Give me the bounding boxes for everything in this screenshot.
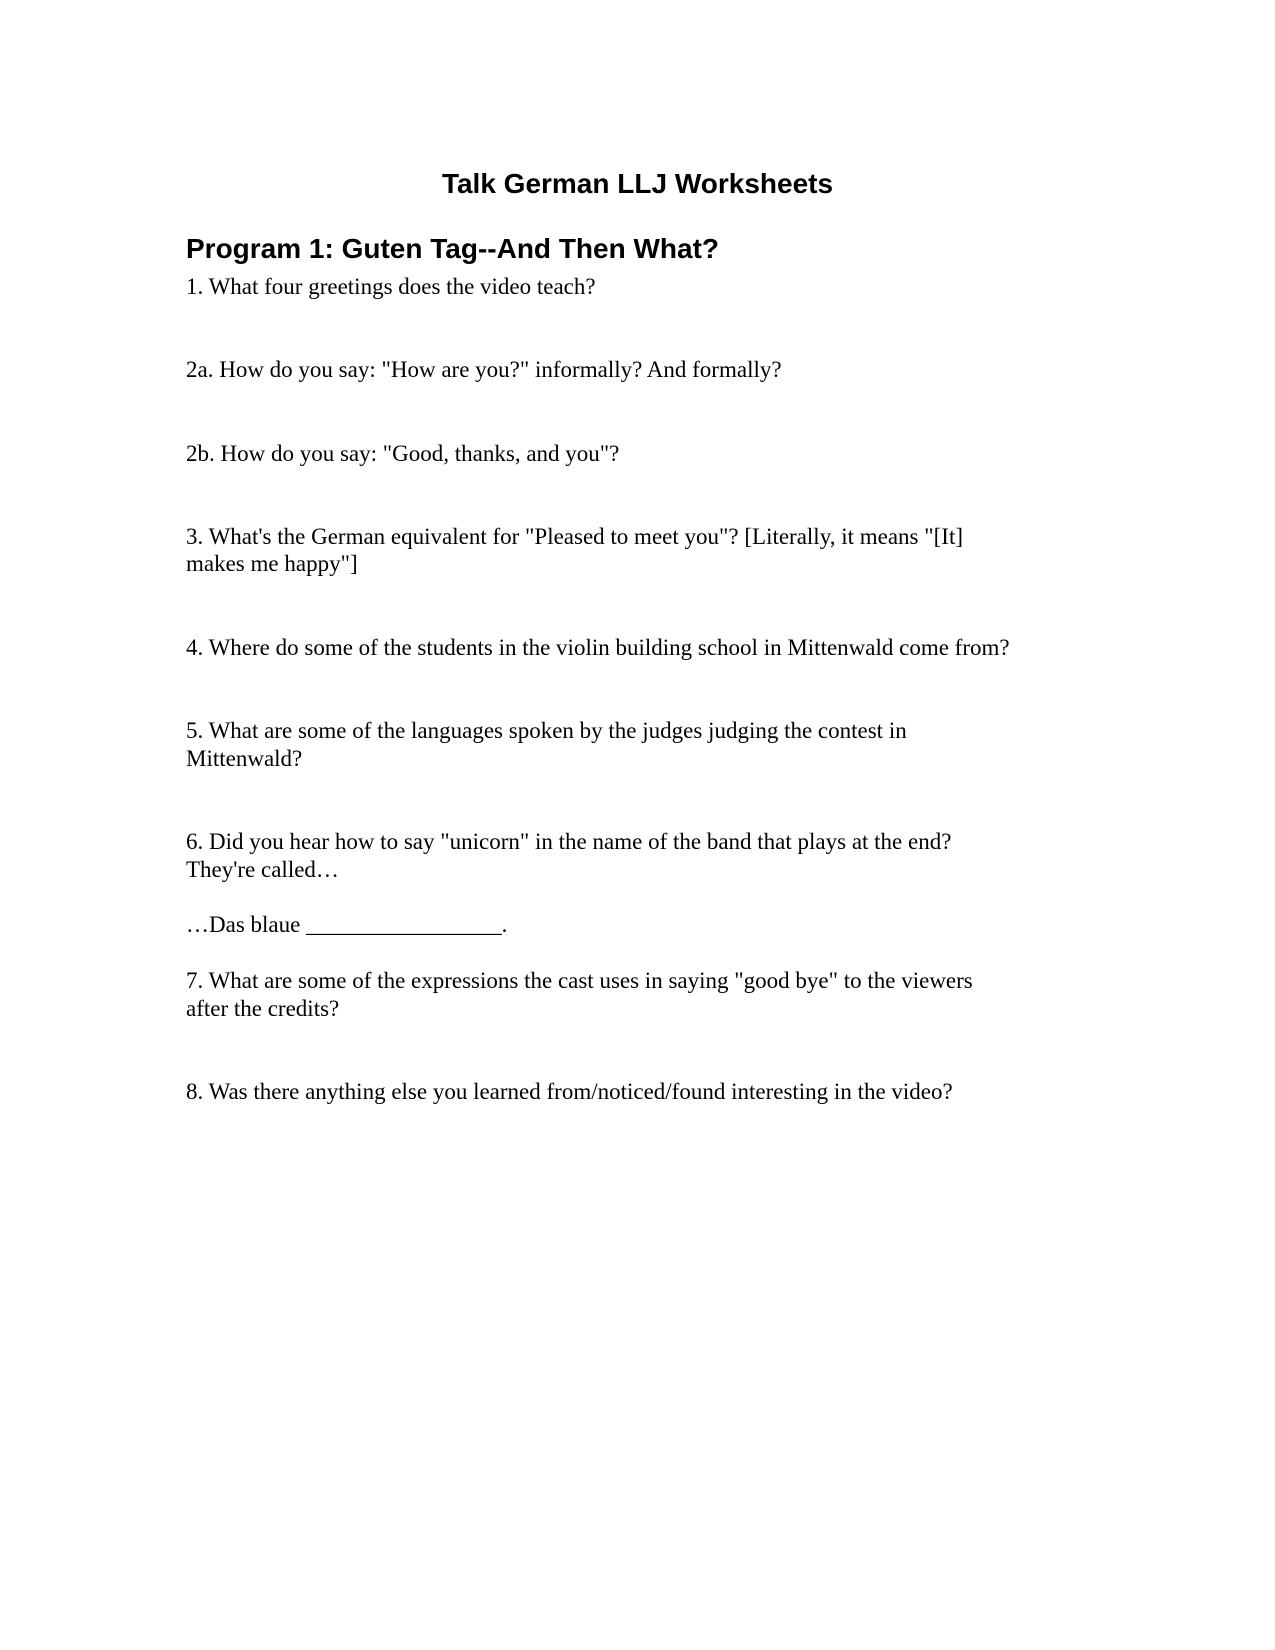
question-4: 4. Where do some of the students in the violin building school in Mittenwald come from? — [186, 635, 1010, 660]
question-2a: 2a. How do you say: "How are you?" informally? And formally? — [186, 357, 782, 382]
question-1: 1. What four greetings does the video teach? — [186, 274, 596, 299]
question-7-line-1: 7. What are some of the expressions the cast uses in saying "good bye" to the viewers — [186, 968, 973, 993]
question-6-line-1: 6. Did you hear how to say "unicorn" in the name of the band that plays at the end? — [186, 829, 952, 854]
question-7-line-2: after the credits? — [186, 996, 340, 1021]
question-5-line-2: Mittenwald? — [186, 746, 303, 771]
question-2b: 2b. How do you say: "Good, thanks, and you"? — [186, 441, 620, 466]
question-8: 8. Was there anything else you learned from/noticed/found interesting in the video? — [186, 1079, 953, 1104]
question-6-blank: …Das blaue _________________. — [186, 912, 508, 937]
question-5-line-1: 5. What are some of the languages spoken by the judges judging the contest in — [186, 718, 907, 743]
question-3-line-2: makes me happy"] — [186, 551, 358, 576]
program-heading: Program 1: Guten Tag--And Then What? — [186, 233, 720, 264]
worksheet-title: Talk German LLJ Worksheets — [441, 168, 834, 199]
question-6-line-2: They're called… — [186, 857, 339, 882]
question-3-line-1: 3. What's the German equivalent for "Pleased to meet you"? [Literally, it means "[It] — [186, 524, 964, 549]
